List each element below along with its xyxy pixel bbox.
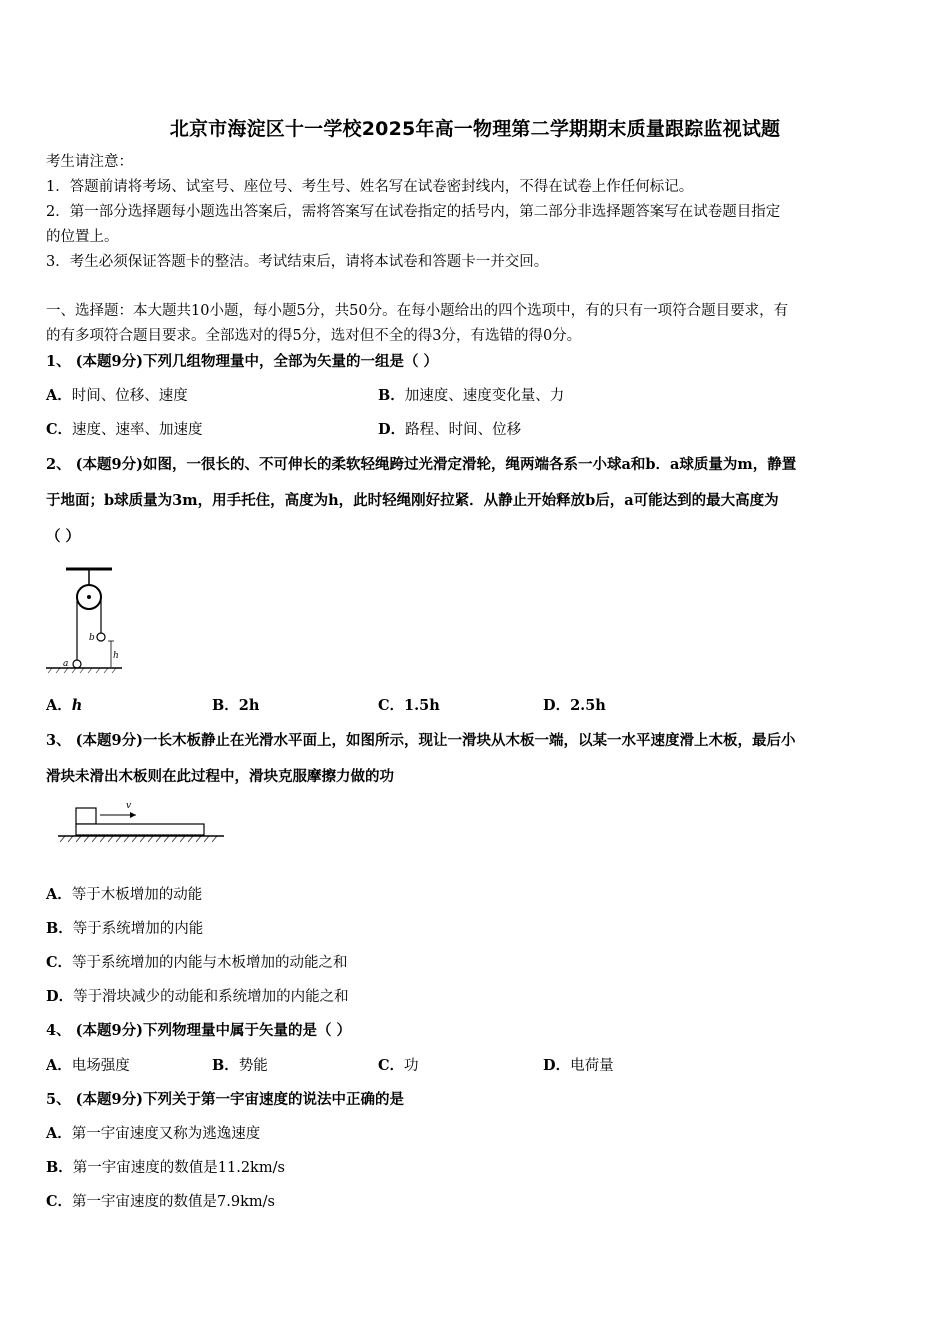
- q1-option-b[interactable]: [378, 386, 564, 406]
- option-text: 第一宇宙速度的数值是7.9km/s: [72, 1194, 275, 1210]
- option-text: 2.5h: [570, 697, 606, 714]
- q1-stem: 1、 (本题9分)下列几组物理量中，全部为矢量的一组是（ ）: [46, 353, 438, 370]
- option-text: 2h: [238, 697, 260, 714]
- option-key: B．: [46, 1159, 73, 1176]
- q3-stem-line1: 3、 (本题9分)一长木板静止在光滑水平面上，如图所示，现让一滑块从木板一端，以某一水平速度滑上木板，最后小: [46, 732, 796, 749]
- option-text: 等于系统增加的内能与木板增加的动能之和: [72, 955, 348, 971]
- option-text: 电场强度: [71, 1058, 130, 1074]
- notice-item-1: 1．答题前请将考场、试室号、座位号、考生号、姓名写在试卷密封线内，不得在试卷上作任何标记。: [46, 179, 694, 195]
- option-text: 路程、时间、位移: [405, 422, 522, 438]
- page-title: 北京市海淀区十一学校2025年高一物理第二学期期末质量跟踪监视试题: [169, 118, 781, 140]
- q3-stem-line2: 滑块未滑出木板则在此过程中，滑块克服摩擦力做的功: [46, 768, 394, 785]
- option-text: 速度、速率、加速度: [72, 422, 203, 438]
- q4-option-b[interactable]: [212, 1056, 268, 1076]
- option-key: C．: [378, 697, 405, 714]
- q2-option-b[interactable]: [212, 696, 259, 716]
- option-key: C．: [46, 421, 73, 438]
- notice-item-2: 2．第一部分选择题每小题选出答案后，需将答案写在试卷指定的括号内，第二部分非选择题答案写在试卷题目指定: [46, 204, 781, 220]
- q2-stem-line2: 于地面；b球质量为3m，用手托住，高度为h，此时轻绳刚好拉紧．从静止开始释放b后，a可能达到的最大高度为: [46, 492, 779, 509]
- q2-option-a[interactable]: [46, 696, 82, 716]
- notice-item-2-cont: 的位置上。: [46, 229, 119, 245]
- board-figure: [56, 798, 226, 848]
- option-text: 等于木板增加的动能: [71, 887, 203, 903]
- option-text: 第一宇宙速度的数值是11.2km/s: [72, 1160, 285, 1176]
- option-key: B．: [212, 1057, 239, 1074]
- option-key: D．: [46, 988, 74, 1005]
- q5-option-c[interactable]: [46, 1192, 275, 1212]
- q1-option-c[interactable]: [46, 420, 203, 440]
- option-key: D．: [378, 421, 406, 438]
- q4-stem: 4、 (本题9分)下列物理量中属于矢量的是（ ）: [46, 1022, 351, 1039]
- option-text: 等于系统增加的内能: [72, 921, 204, 937]
- q2-stem-line3: （ ）: [46, 528, 81, 545]
- option-text: 功: [404, 1058, 419, 1074]
- option-text: 势能: [238, 1058, 268, 1074]
- option-text: 第一宇宙速度又称为逃逸速度: [71, 1126, 261, 1142]
- option-key: D．: [543, 1057, 571, 1074]
- option-text: 时间、位移、速度: [71, 388, 188, 404]
- option-key: A．: [46, 886, 72, 903]
- option-key: A．: [46, 697, 72, 714]
- option-key: A．: [46, 1125, 72, 1142]
- q2-option-c[interactable]: [378, 696, 440, 716]
- q4-option-c[interactable]: [378, 1056, 419, 1076]
- q5-stem: 5、 (本题9分)下列关于第一宇宙速度的说法中正确的是: [46, 1091, 404, 1108]
- q2-stem-line1: 2、 (本题9分)如图，一很长的、不可伸长的柔软轻绳跨过光滑定滑轮，绳两端各系一小球a和b．a球质量为m，静置: [46, 456, 797, 473]
- option-key: B．: [212, 697, 239, 714]
- fig-label-a: a: [63, 659, 69, 669]
- q3-option-d[interactable]: [46, 987, 349, 1007]
- section-instructions-line2: 的有多项符合题目要求。全部选对的得5分，选对但不全的得3分，有选错的得0分。: [46, 328, 582, 344]
- option-key: C．: [46, 1193, 73, 1210]
- q4-option-d[interactable]: [543, 1056, 614, 1076]
- q3-option-a[interactable]: [46, 885, 202, 905]
- option-text: 加速度、速度变化量、力: [404, 388, 565, 404]
- q3-option-b[interactable]: [46, 919, 203, 939]
- option-key: C．: [378, 1057, 405, 1074]
- option-text: 电荷量: [570, 1058, 614, 1074]
- option-text: 等于滑块减少的动能和系统增加的内能之和: [73, 989, 349, 1005]
- option-key: D．: [543, 697, 571, 714]
- q1-option-a[interactable]: [46, 386, 188, 406]
- option-key: A．: [46, 387, 72, 404]
- option-key: B．: [46, 920, 73, 937]
- q1-option-d[interactable]: [378, 420, 521, 440]
- notice-header: 考生请注意：: [46, 154, 133, 170]
- option-key: A．: [46, 1057, 72, 1074]
- notice-item-3: 3．考生必须保证答题卡的整洁。考试结束后，请将本试卷和答题卡一并交回。: [46, 254, 549, 270]
- pulley-figure: [44, 566, 126, 674]
- q5-option-b[interactable]: [46, 1158, 285, 1178]
- fig-label-b: b: [89, 633, 95, 643]
- option-text: 1.5h: [404, 697, 440, 714]
- fig-label-h: h: [113, 651, 119, 661]
- option-text: h: [71, 697, 83, 714]
- q2-option-d[interactable]: [543, 696, 606, 716]
- option-key: C．: [46, 954, 73, 971]
- q5-option-a[interactable]: [46, 1124, 260, 1144]
- q3-option-c[interactable]: [46, 953, 348, 973]
- q4-option-a[interactable]: [46, 1056, 130, 1076]
- option-key: B．: [378, 387, 405, 404]
- section-instructions-line1: 一、选择题：本大题共10小题，每小题5分，共50分。在每小题给出的四个选项中，有的只有一项符合题目要求，有: [46, 303, 789, 319]
- fig-label-v: v: [126, 801, 132, 811]
